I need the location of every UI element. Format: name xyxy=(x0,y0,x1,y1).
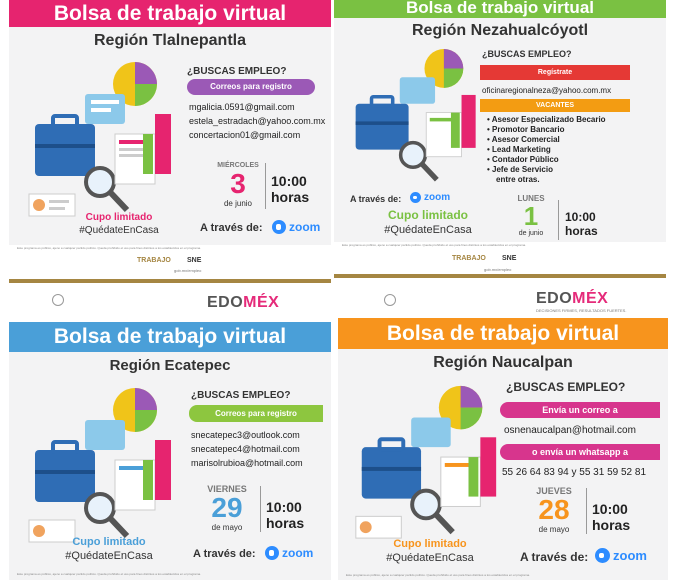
zoom-logo xyxy=(272,220,320,234)
time-unit: horas xyxy=(592,517,631,533)
platform-label: A través de: xyxy=(200,222,263,234)
hashtag: #QuédateEnCasa xyxy=(386,552,474,564)
question-heading: ¿BUSCAS EMPLEO? xyxy=(482,49,572,59)
vacancy-item: • Contador Público xyxy=(487,155,559,164)
poster-tlalnepantla xyxy=(9,0,331,283)
email-1: snecatepec3@outlook.com xyxy=(191,430,300,440)
trabajo-logo: TRABAJO xyxy=(137,257,171,264)
zoom-icon xyxy=(595,548,610,563)
date-month: de junio xyxy=(223,199,253,208)
legal-notice: Este programa es público, ajeno a cualquier partido político. Queda prohibido el uso para fines distintos a los establecidos en el programa. xyxy=(346,573,530,577)
trabajo-logo: TRABAJO xyxy=(452,255,486,262)
limited-capacity: Cupo limitado xyxy=(72,536,146,548)
limited-capacity: Cupo limitado xyxy=(85,212,153,223)
contact-email: oficinaregionalneza@yahoo.com.mx xyxy=(482,86,612,95)
poster-title: Bolsa de trabajo virtual xyxy=(338,318,668,349)
registration-pill: Regístrate xyxy=(480,65,630,80)
email-1: mgalicia.0591@gmail.com xyxy=(189,102,295,112)
region-title: Región Ecatepec xyxy=(109,357,231,374)
date-divider xyxy=(260,486,261,532)
date-day-number: 29 xyxy=(211,492,243,523)
date-day-number: 3 xyxy=(230,168,246,199)
zoom-text: zoom xyxy=(424,192,451,203)
legal-notice: Este programa es público, ajeno a cualquier partido político. Queda prohibido el uso para fines distintos a los establecidos en el programa. xyxy=(342,243,526,247)
email-2: snecatepec4@hotmail.com xyxy=(191,444,300,454)
footer-stripe xyxy=(334,274,666,278)
poster-ecatepec xyxy=(9,322,331,580)
hashtag: #QuédateEnCasa xyxy=(65,550,153,562)
limited-capacity: Cupo limitado xyxy=(388,208,468,222)
gob-url: gob.mx/empleo xyxy=(174,268,202,273)
date-month: de junio xyxy=(518,230,544,237)
legal-notice: Este programa es público, ajeno a cualquier partido político. Queda prohibido el uso para fines distintos a los establecidos en el programa. xyxy=(17,572,201,576)
gob-url: gob.mx/empleo xyxy=(484,267,512,272)
date-weekday: MIÉRCOLES xyxy=(217,162,259,169)
question-heading: ¿BUSCAS EMPLEO? xyxy=(506,380,626,394)
zoom-logo xyxy=(265,546,313,560)
poster-nezahualcoyotl xyxy=(334,0,666,278)
registration-pill: Correos para registro xyxy=(187,79,315,95)
time-value: 10:00 xyxy=(271,173,307,189)
sne-logo: SNE xyxy=(502,255,517,262)
region-title: Región Naucalpan xyxy=(433,354,573,371)
sne-logo: SNE xyxy=(187,257,202,264)
government-seal-icon xyxy=(384,294,396,306)
date-month: de mayo xyxy=(538,525,570,534)
limited-capacity: Cupo limitado xyxy=(393,538,467,550)
platform-label: A través de: xyxy=(350,194,402,204)
date-divider xyxy=(558,200,559,240)
legal-notice: Este programa es público, ajeno a cualquier partido político. Queda prohibido el uso para fines distintos a los establecidos en el programa. xyxy=(17,246,201,250)
zoom-icon xyxy=(265,546,279,560)
date-day-number: 1 xyxy=(523,201,539,231)
job-search-illustration xyxy=(342,378,510,546)
zoom-text: zoom xyxy=(613,548,647,563)
edomex-tagline: DECISIONES FIRMES, RESULTADOS FUERTES. xyxy=(536,308,627,313)
hashtag: #QuédateEnCasa xyxy=(79,225,159,236)
date-weekday: JUEVES xyxy=(536,486,572,496)
edomex-logo-left: EDOMÉX xyxy=(207,294,280,311)
vacancy-item: • Lead Marketing xyxy=(487,145,551,154)
email-2: estela_estradach@yahoo.com.mx xyxy=(189,116,326,126)
date-weekday: LUNES xyxy=(517,194,545,203)
job-search-illustration xyxy=(338,42,488,192)
poster-footer xyxy=(334,242,666,278)
zoom-text: zoom xyxy=(282,546,314,560)
job-search-illustration xyxy=(15,54,185,224)
zoom-logo xyxy=(410,192,450,203)
poster-naucalpan xyxy=(338,318,668,580)
zoom-logo xyxy=(595,548,647,563)
registration-pill: Correos para registro xyxy=(189,405,323,422)
email-3: concertacion01@gmail.com xyxy=(189,130,301,140)
time-unit: horas xyxy=(565,224,598,238)
vacancy-item-more: entre otras. xyxy=(496,175,540,184)
platform-label: A través de: xyxy=(193,548,256,560)
time-unit: horas xyxy=(266,515,305,531)
zoom-icon xyxy=(272,220,286,234)
poster-title: Bolsa de trabajo virtual xyxy=(9,0,331,27)
email-3: marisolrubioa@hotmail.com xyxy=(191,458,303,468)
time-value: 10:00 xyxy=(592,501,628,517)
poster-title: Bolsa de trabajo virtual xyxy=(334,0,666,18)
zoom-text: zoom xyxy=(289,220,321,234)
time-value: 10:00 xyxy=(266,499,302,515)
date-divider xyxy=(265,163,266,209)
question-heading: ¿BUSCAS EMPLEO? xyxy=(191,390,291,401)
vacancy-list xyxy=(487,115,606,185)
platform-label: A través de: xyxy=(520,550,589,564)
whatsapp-numbers: 55 26 64 83 94 y 55 31 59 52 81 xyxy=(502,467,647,478)
date-day-number: 28 xyxy=(538,494,570,525)
contact-email: osnenaucalpan@hotmail.com xyxy=(504,425,636,436)
vacancy-item: • Asesor Comercial xyxy=(487,135,560,144)
edomex-logo-right: EDOMÉX xyxy=(536,290,609,307)
vacancy-item: • Promotor Bancario xyxy=(487,125,565,134)
time-unit: horas xyxy=(271,189,310,205)
email-pill: Envía un correo a xyxy=(500,402,660,418)
time-value: 10:00 xyxy=(565,210,596,224)
question-heading: ¿BUSCAS EMPLEO? xyxy=(187,66,287,77)
hashtag: #QuédateEnCasa xyxy=(384,224,472,236)
vacancy-item: • Asesor Especializado Becario xyxy=(487,115,606,124)
footer-stripe xyxy=(9,279,331,283)
whatsapp-pill: o envía un whatsapp a xyxy=(500,444,660,460)
vacancy-item: • Jefe de Servicio xyxy=(487,165,553,174)
date-weekday: VIERNES xyxy=(207,484,247,494)
government-seal-icon xyxy=(52,294,64,306)
region-title: Región Tlalnepantla xyxy=(93,32,246,49)
job-search-illustration xyxy=(15,380,185,550)
zoom-icon xyxy=(410,192,421,203)
date-divider xyxy=(586,488,587,534)
date-month: de mayo xyxy=(211,523,243,532)
poster-footer xyxy=(9,245,331,283)
vacancies-pill: VACANTES xyxy=(480,99,630,112)
region-title: Región Nezahualcóyotl xyxy=(411,22,589,39)
poster-title: Bolsa de trabajo virtual xyxy=(9,322,331,352)
